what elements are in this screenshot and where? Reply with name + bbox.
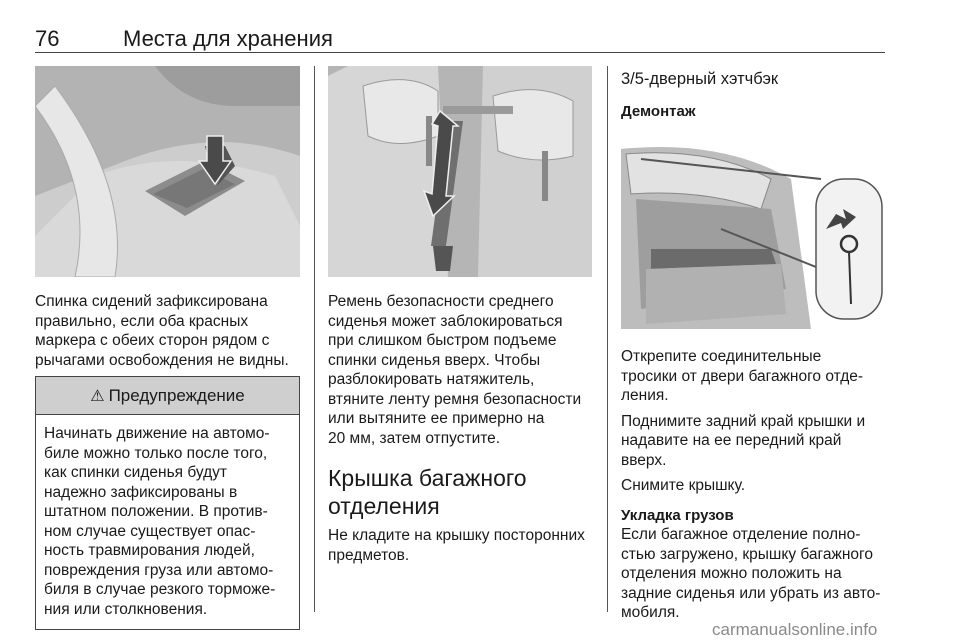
column-middle [328, 66, 592, 565]
seat-latch-illustration [35, 66, 300, 277]
trunk-cover-illustration [621, 139, 887, 329]
column-divider [314, 66, 315, 612]
page-number: 76 [35, 26, 60, 51]
warning-title: Предупреждение [108, 385, 245, 405]
belt-text: Ремень безопасности среднего сиденья может заблокироваться при слишком быстром подъеме спинки сиденья вверх. Чтобы разблокировать натяжитель, втяните ленту ремня безопасности или вытяните ее примерно на 20 мм, затем отпустите. [328, 293, 582, 447]
warning-header [36, 377, 299, 415]
subheading-removal: Демонтаж [621, 102, 696, 120]
column-left [35, 66, 300, 630]
watermark: carmanualsonline.info [712, 620, 878, 639]
heading-hatchback: 3/5-дверный хэтчбэк [621, 70, 779, 88]
removal-step-1: Открепите соединительные тросики от двери багажного отде- ления. [621, 348, 864, 404]
page-header [35, 26, 885, 53]
seat-belt-illustration [328, 66, 592, 277]
section-heading-cover: Крышка багажного отделения [328, 465, 527, 519]
column-divider [607, 66, 608, 612]
subheading-loading: Укладка грузов [621, 506, 734, 524]
warning-text: Начинать движение на автомо- биле можно только после того, как спинки сиденья будут надежно зафиксированы в штатном положении. В против- ном случае существует опас- ность травмирования людей, повреждения груза или автомо- биля в случае резкого торможе- ния или столкновения. [44, 425, 276, 618]
warning-box [35, 376, 300, 630]
removal-step-3: Снимите крышку. [621, 477, 746, 494]
warning-triangle-icon: ⚠ [90, 387, 105, 405]
column-right [621, 66, 887, 623]
cover-text: Не кладите на крышку посторонних предметов. [328, 527, 585, 564]
caption-seat-latch: Спинка сидений зафиксирована правильно, если оба красных маркера с обеих сторон рядом с рычагами освобождения не видны. [35, 293, 289, 369]
loading-text: Если багажное отделение полно- стью загружено, крышку багажного отделения можно положить на задние сиденья или убрать из авто- мобиля. [621, 526, 881, 621]
removal-step-2: Поднимите задний край крышки и надавите на ее передний край вверх. [621, 412, 866, 469]
page-title: Места для хранения [123, 26, 333, 51]
